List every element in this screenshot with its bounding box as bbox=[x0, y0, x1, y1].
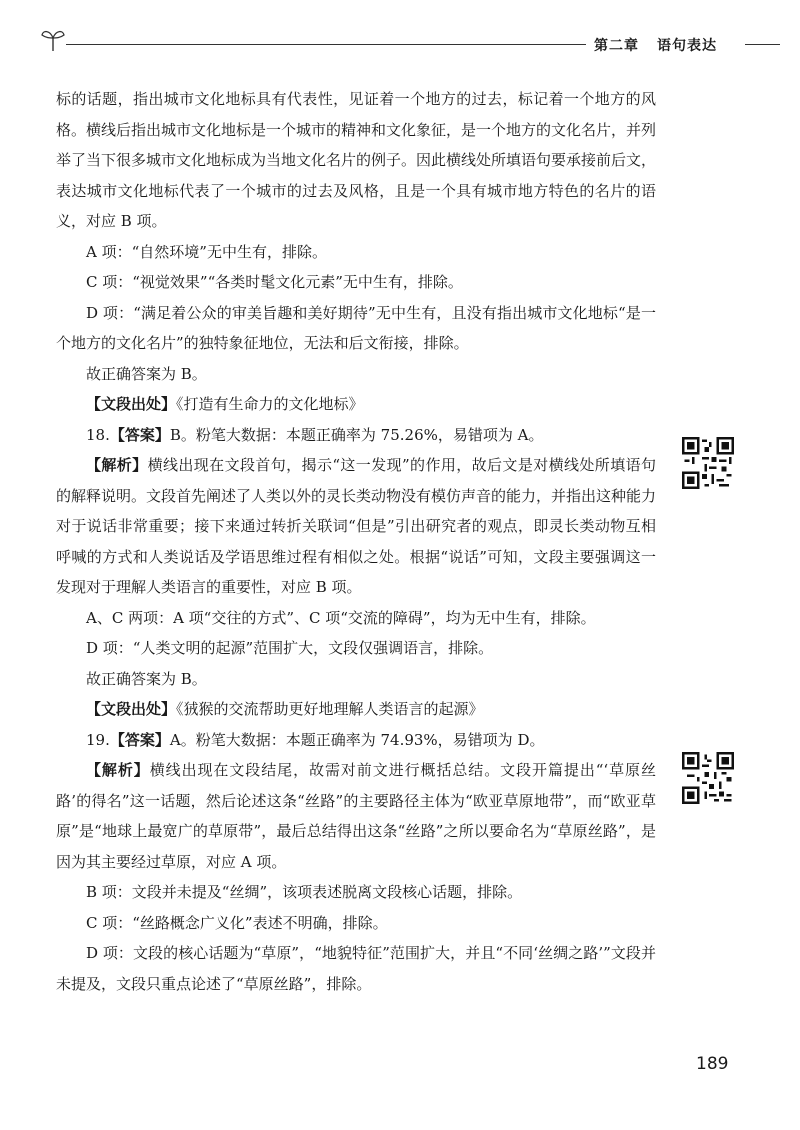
paragraph: D 项：“满足着公众的审美旨趣和美好期待”无中生有，且没有指出城市文化地标“是一个地方的文化名片”的独特象征地位，无法和后文衔接，排除。 bbox=[56, 303, 656, 352]
header-rule-right bbox=[745, 44, 780, 45]
source-tag: 【文段出处】 bbox=[86, 395, 177, 413]
question-number: 19. bbox=[86, 730, 110, 749]
paragraph: 故正确答案为 B。 bbox=[86, 669, 207, 688]
source-line: 【文段出处】《狨猴的交流帮助更好地理解人类语言的起源》 bbox=[86, 700, 484, 718]
sprout-icon bbox=[40, 26, 66, 52]
answer-line: 18.【答案】B。粉笔大数据：本题正确率为 75.26%，易错项为 A。 bbox=[86, 425, 544, 444]
paragraph: 故正确答案为 B。 bbox=[86, 364, 207, 383]
source-tag: 【文段出处】 bbox=[86, 700, 177, 718]
chapter-label: 第二章 bbox=[594, 38, 639, 54]
paragraph: B 项：文段并未提及“丝绸”，该项表述脱离文段核心话题，排除。 bbox=[86, 883, 523, 901]
analysis-paragraph: 【解析】横线出现在文段结尾，故需对前文进行概括总结。文段开篇提出“‘草原丝路’的得名”这一话题，然后论述这条“丝路”的主要路径主体为“欧亚草原地带”，而“欧亚草原”是“地球上最宽广的草原带”，最后总结得出这条“丝路”之所以要命名为“草原丝路”，是因为其主要经过草原，对应 A 项。 bbox=[56, 761, 656, 871]
paragraph: C 项：“视觉效果”“各类时髦文化元素”无中生有，排除。 bbox=[86, 273, 463, 291]
paragraph: D 项：文段的核心话题为“草原”，“地貌特征”范围扩大，并且“不同‘丝绸之路’”文段并未提及，文段只重点论述了“草原丝路”，排除。 bbox=[56, 944, 656, 993]
answer-tag: 【答案】 bbox=[109, 425, 170, 444]
page-header bbox=[40, 22, 780, 62]
paragraph: C 项：“丝路概念广义化”表述不明确，排除。 bbox=[86, 913, 388, 932]
qr-code-icon[interactable] bbox=[682, 437, 734, 489]
chapter-title bbox=[588, 35, 723, 55]
page-content bbox=[56, 84, 656, 999]
section-label: 语句表达 bbox=[657, 38, 717, 54]
paragraph: 标的话题，指出城市文化地标具有代表性，见证着一个地方的过去，标记着一个地方的风格。横线后指出城市文化地标是一个城市的精神和文化象征，是一个地方的文化名片，并列举了当下很多城市文化地标成为当地文化名片的例子。因此横线处所填语句要承接前后文，表达城市文化地标代表了一个城市的过去及风格，且是一个具有城市地方特色的名片的语义，对应 B 项。 bbox=[56, 90, 657, 230]
question-number: 18. bbox=[86, 425, 110, 444]
page-number: 189 bbox=[696, 1054, 729, 1074]
answer-line: 19.【答案】A。粉笔大数据：本题正确率为 74.93%，易错项为 D。 bbox=[86, 730, 545, 749]
analysis-tag: 【解析】 bbox=[86, 456, 148, 474]
analysis-tag: 【解析】 bbox=[86, 761, 150, 779]
source-line: 【文段出处】《打造有生命力的文化地标》 bbox=[86, 395, 364, 413]
paragraph: D 项：“人类文明的起源”范围扩大，文段仅强调语言，排除。 bbox=[86, 639, 494, 657]
analysis-paragraph: 【解析】横线出现在文段首句，揭示“这一发现”的作用，故后文是对横线处所填语句的解释说明。文段首先阐述了人类以外的灵长类动物没有模仿声音的能力，并指出这种能力对于说话非常重要；接下来通过转折关联词“但是”引出研究者的观点，即灵长类动物互相呼喊的方式和人类说话及学语思维过程有相似之处。根据“说话”可知，文段主要强调这一发现对于理解人类语言的重要性，对应 B 项。 bbox=[56, 456, 657, 596]
qr-code-icon[interactable] bbox=[682, 752, 734, 804]
header-rule-left bbox=[66, 44, 586, 45]
answer-tag: 【答案】 bbox=[109, 730, 170, 749]
paragraph: A、C 两项：A 项“交往的方式”、C 项“交流的障碍”，均为无中生有，排除。 bbox=[86, 608, 596, 627]
paragraph: A 项：“自然环境”无中生有，排除。 bbox=[86, 242, 327, 261]
